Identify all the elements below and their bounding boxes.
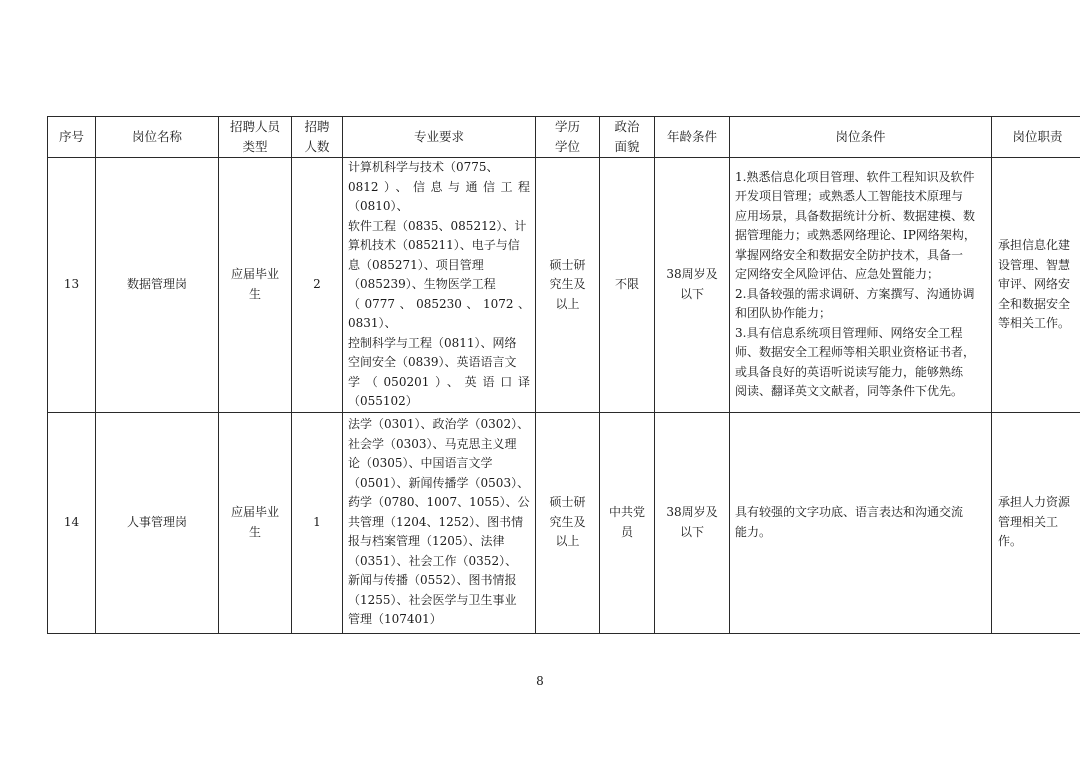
cell-political — [600, 412, 655, 633]
text-line: 3.具有信息系统项目管理师、网络安全工程 — [735, 325, 963, 340]
text-line: 息（085271）、项目管理 — [348, 257, 484, 272]
text-line: 应届毕业 — [230, 505, 279, 519]
text-line: 生 — [248, 286, 261, 301]
header-duties — [992, 117, 1080, 158]
text-line: 员 — [620, 524, 633, 539]
cell-major — [343, 412, 536, 633]
text-line: 面貌 — [614, 139, 640, 154]
text-line: （085239）、生物医学工程 — [348, 277, 496, 291]
text-line: 中共党 — [608, 505, 645, 519]
text-line: 不限 — [614, 277, 639, 291]
cell-conditions — [730, 412, 992, 633]
text-line: 以上 — [555, 296, 580, 311]
text-line: 作。 — [998, 534, 1023, 549]
text-line: 论（0305）、中国语言文学 — [348, 456, 493, 471]
text-line: 开发项目管理；或熟悉人工智能技术原理与 — [735, 189, 964, 204]
text-line: 岗位条件 — [835, 129, 886, 144]
text-line: 报与档案管理（1205）、法律 — [348, 534, 505, 549]
text-line: 类型 — [242, 139, 268, 154]
text-line: 设管理、智慧 — [998, 257, 1071, 272]
cell-political — [600, 158, 655, 413]
cell-type — [219, 412, 292, 633]
cell-major — [343, 158, 536, 413]
text-line: 阅读、翻译英文文献者，同等条件下优先。 — [735, 384, 964, 399]
cell-seq: 13 — [48, 158, 96, 413]
header-age — [655, 117, 730, 158]
text-line: 以下 — [679, 286, 704, 301]
text-line: 1.熟悉信息化项目管理、软件工程知识及软件 — [735, 169, 975, 184]
text-line: 以下 — [679, 524, 704, 539]
text-line: 招聘 — [304, 119, 330, 134]
text-line: 生 — [248, 524, 261, 539]
table-body — [48, 158, 1080, 634]
text-line: 38周岁及 — [666, 505, 718, 519]
text-line: 共管理（1204、1252）、图书情 — [348, 514, 524, 529]
text-line: 和团队协作能力； — [735, 306, 832, 321]
header-major — [343, 117, 536, 158]
table-row — [48, 158, 1080, 413]
text-line: （0777、085230、1072、0831）、 — [348, 296, 530, 330]
text-line: 政治 — [614, 119, 640, 134]
text-line: 全和数据安全 — [998, 296, 1071, 311]
text-line: 空间安全（0839）、英语语言文 — [348, 355, 517, 369]
cell-age — [655, 412, 730, 633]
text-line: 学（050201）、英语口译（055102） — [348, 374, 530, 408]
text-line: 究生及 — [549, 277, 586, 291]
text-line: 以上 — [555, 534, 580, 549]
text-line: 掌握网络安全和数据安全防护技术，具备一 — [735, 247, 964, 262]
cell-duties — [992, 412, 1080, 633]
header-conditions — [730, 117, 992, 158]
text-line: 药学（0780、1007、1055）、公 — [348, 495, 530, 510]
text-line: 应届毕业 — [230, 267, 279, 282]
cell-count: 2 — [292, 158, 343, 413]
text-line: 据管理能力；或熟悉网络理论、IP网络架构， — [735, 228, 976, 243]
text-line: 承担信息化建 — [998, 238, 1071, 252]
text-line: 年龄条件 — [666, 129, 717, 144]
text-line: 管理相关工 — [998, 514, 1059, 529]
text-line: 38周岁及 — [666, 267, 718, 282]
text-line: 人数 — [304, 139, 330, 154]
cell-degree — [536, 412, 600, 633]
text-line: 软件工程（0835、085212）、计 — [348, 218, 527, 233]
text-line: （1255）、社会医学与卫生事业 — [348, 592, 517, 607]
cell-count: 1 — [292, 412, 343, 633]
text-line: 0812）、信息与通信工程（0810）、 — [348, 179, 530, 213]
text-line: 硕士研 — [549, 495, 586, 510]
text-line: 岗位职责 — [1012, 129, 1063, 144]
text-line: 究生及 — [549, 514, 586, 529]
text-line: 学历 — [554, 119, 580, 134]
text-line: 定网络安全风险评估、应急处置能力； — [735, 267, 940, 282]
header-political — [600, 117, 655, 158]
cell-position: 人事管理岗 — [96, 412, 219, 633]
cell-position: 数据管理岗 — [96, 158, 219, 413]
text-line: 审评、网络安 — [998, 277, 1071, 291]
header-type — [219, 117, 292, 158]
cell-conditions — [730, 158, 992, 413]
text-line: 管理（107401） — [348, 612, 442, 627]
text-line: 新闻与传播（0552）、图书情报 — [348, 573, 517, 588]
header-degree — [536, 117, 600, 158]
recruitment-table — [47, 116, 1080, 634]
text-line: 应用场景，具备数据统计分析、数据建模、数 — [735, 208, 976, 223]
text-line: 等相关工作。 — [998, 316, 1071, 330]
cell-type — [219, 158, 292, 413]
text-line: 2.具备较强的需求调研、方案撰写、沟通协调 — [735, 286, 975, 301]
text-line: 学位 — [554, 139, 580, 154]
text-line: 计算机科学与技术（0775、 — [348, 160, 499, 174]
text-line: 控制科学与工程（0811）、网络 — [348, 335, 517, 350]
cell-duties — [992, 158, 1080, 413]
text-line: 序号 — [58, 129, 84, 144]
text-line: 专业要求 — [413, 129, 464, 144]
header-seq — [48, 117, 96, 158]
text-line: 硕士研 — [549, 257, 586, 272]
table-header — [48, 117, 1080, 158]
page-number: 8 — [536, 674, 544, 688]
text-line: 岗位名称 — [131, 129, 182, 144]
text-line: 法学（0301）、政治学（0302）、 — [348, 417, 530, 432]
header-count — [292, 117, 343, 158]
text-line: 或具备良好的英语听说读写能力，能够熟练 — [735, 364, 964, 379]
table-row — [48, 412, 1080, 633]
cell-degree — [536, 158, 600, 413]
text-line: 社会学（0303）、马克思主义理 — [348, 436, 517, 451]
text-line: （0501）、新闻传播学（0503）、 — [348, 475, 530, 490]
text-line: 能力。 — [735, 524, 772, 539]
header-position — [96, 117, 219, 158]
header-row — [48, 117, 1080, 158]
text-line: （0351）、社会工作（0352）、 — [348, 553, 518, 568]
text-line: 招聘人员 — [229, 119, 280, 134]
text-line: 师、数据安全工程师等相关职业资格证书者， — [735, 345, 976, 360]
text-line: 承担人力资源 — [998, 495, 1071, 510]
cell-age — [655, 158, 730, 413]
cell-seq: 14 — [48, 412, 96, 633]
text-line: 算机技术（085211）、电子与信 — [348, 238, 520, 252]
text-line: 具有较强的文字功底、语言表达和沟通交流 — [735, 505, 964, 519]
